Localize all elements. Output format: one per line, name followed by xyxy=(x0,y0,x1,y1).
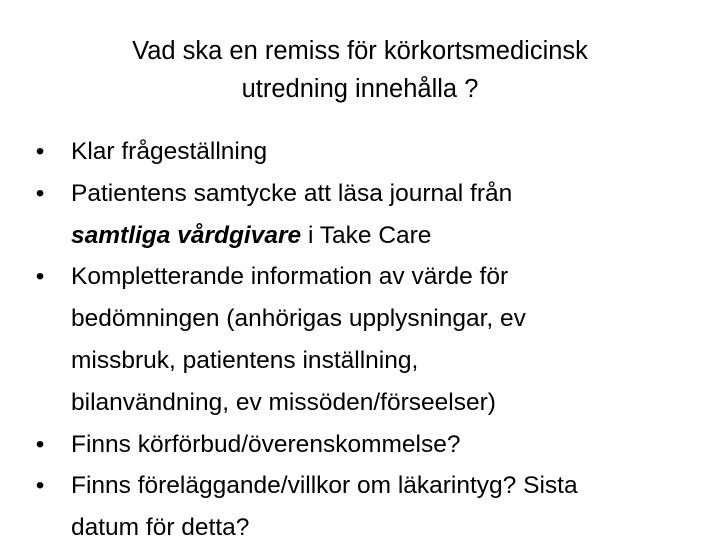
bullet-text: Finns föreläggande/villkor om läkarintyg? Sista xyxy=(71,472,578,500)
bullet-text-continued: missbruk, patientens inställning, xyxy=(71,346,419,374)
bullet-text-continued xyxy=(71,215,720,257)
bullet-item-driving-ban xyxy=(0,424,720,466)
emphasis-text: samtliga vårdgivare xyxy=(71,221,302,249)
bullet-text: Kompletterande information av värde för xyxy=(71,263,509,291)
title-line-1: Vad ska en remiss för körkortsmedicinsk xyxy=(132,37,588,65)
bullet-item-consent xyxy=(0,173,720,257)
bullet-text-rest: i Take Care xyxy=(301,221,432,249)
bullet-text-continued: datum för detta? xyxy=(71,514,250,542)
title-line-2: utredning innehålla ? xyxy=(241,75,479,103)
slide-title xyxy=(60,32,660,108)
bullet-marker: • xyxy=(35,179,45,207)
bullet-item-question xyxy=(0,131,720,173)
bullet-text: Klar frågeställning xyxy=(71,138,268,165)
bullet-text: Patientens samtycke att läsa journal från xyxy=(71,179,513,207)
bullet-text-continued: bilanvändning, ev missöden/förseelser) xyxy=(71,388,496,416)
bullet-list xyxy=(0,131,720,549)
bullet-marker: • xyxy=(35,138,45,165)
bullet-item-injunction xyxy=(0,465,720,549)
bullet-text: Finns körförbud/överenskommelse? xyxy=(71,430,461,458)
bullet-marker: • xyxy=(35,430,45,458)
bullet-text-continued: bedömningen (anhörigas upplysningar, ev xyxy=(71,305,526,333)
bullet-item-supplementary-info xyxy=(0,256,720,423)
bullet-marker: • xyxy=(35,263,45,291)
bullet-marker: • xyxy=(35,472,45,500)
